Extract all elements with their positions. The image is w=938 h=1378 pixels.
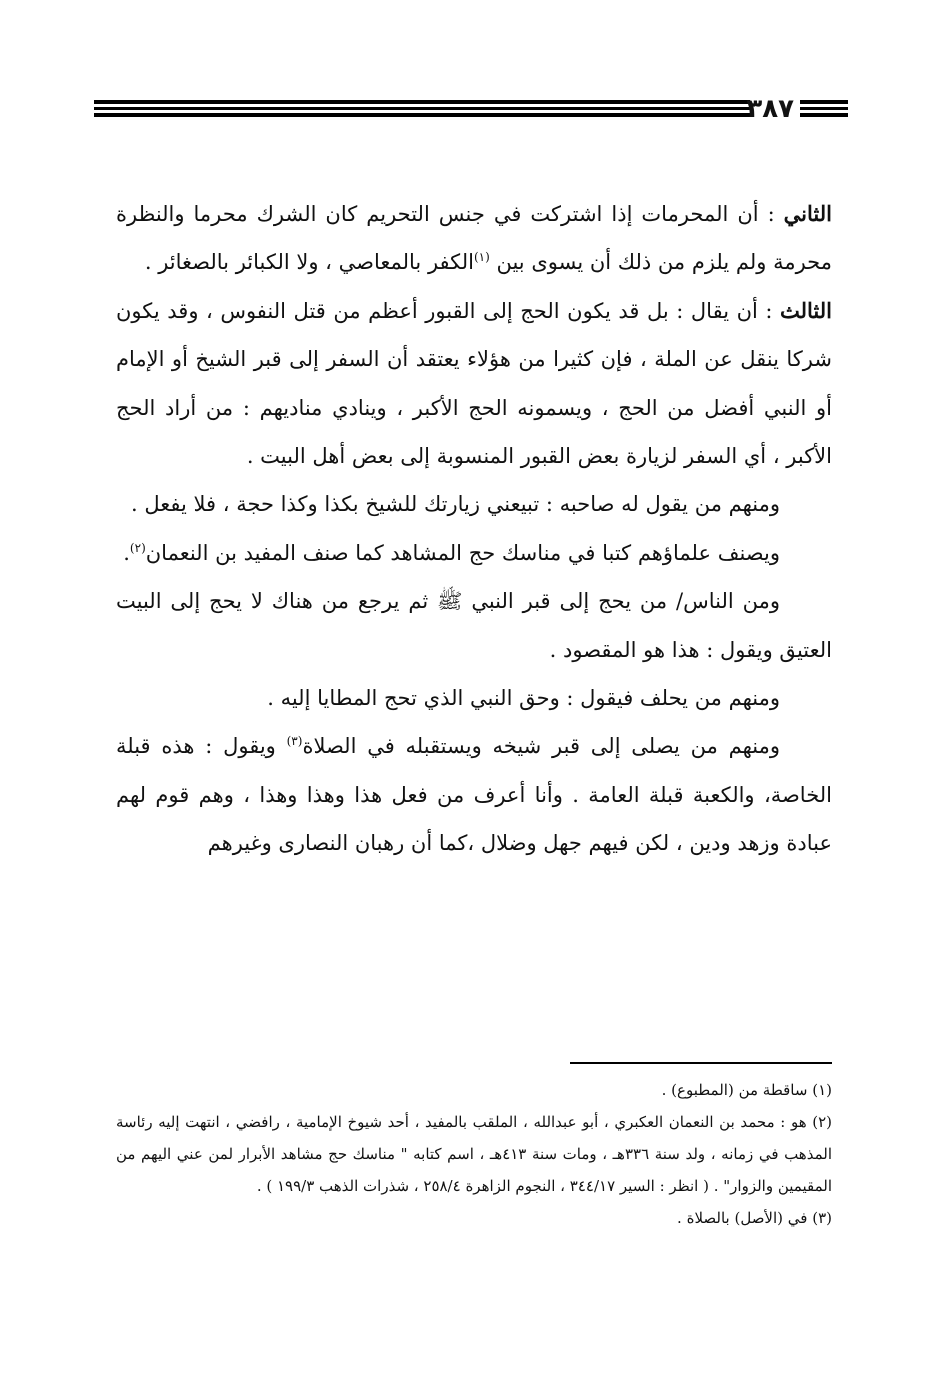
footnote-ref: (٢): [129, 540, 146, 555]
paragraph-text: ومنهم من يصلى إلى قبر شيخه ويستقبله في الصلاة: [302, 734, 780, 759]
footnote-separator: [570, 1062, 832, 1064]
footnote-ref: (٣): [286, 734, 303, 749]
paragraph-text: : أن يقال : بل قد يكون الحج إلى القبور أعظم من قتل النفوس ، وقد يكون شركا ينقل عن الملة ، فإن كثيرا من هؤلاء يعتقد أن السفر إلى قبر الشيخ أو الإمام أو النبي أفضل من الحج ، ويسمونه الحج الأكبر ، وينادي مناديهم : من أراد الحج الأكبر ، أي السفر لزيارة بعض القبور المنسوبة إلى بعض أهل البيت .: [116, 298, 832, 469]
paragraph-text: ومن الناس/ من يحج إلى قبر النبي ﷺ ثم يرجع من هناك لا يحج إلى البيت العتيق ويقول : هذا هو المقصود .: [116, 589, 832, 662]
paragraph: [116, 287, 832, 481]
paragraph-text-after: ويقول : هذه قبلة الخاصة، والكعبة قبلة العامة . وأنا أعرف من فعل هذا وهذا وهذا ، وهم قوم لهم عبادة وزهد ودين ، لكن فيهم جهل وضلال ،كما أن رهبان النصارى وغيرهم: [116, 734, 832, 856]
paragraph-text: ومنهم من يحلف فيقول : وحق النبي الذي تحج المطايا إليه .: [267, 686, 780, 711]
paragraph: [116, 577, 832, 674]
page-header: [94, 96, 848, 124]
footnote-ref: (١): [473, 250, 490, 265]
main-text: [116, 190, 832, 868]
paragraph-lead: الثاني: [783, 201, 832, 226]
paragraph-lead: الثالث: [780, 297, 832, 323]
paragraph-text: : أن المحرمات إذا اشتركت في جنس التحريم كان الشرك محرما والنظرة محرمة ولم يلزم من ذلك أن يسوى بين: [116, 202, 832, 275]
page-number: ٣٨٧: [746, 94, 794, 124]
paragraph-text-after: الكفر بالمعاصي ، ولا الكبائر بالصغائر .: [144, 250, 474, 275]
paragraph: [116, 190, 832, 287]
paragraph-text-after: .: [123, 540, 130, 565]
paragraph: [116, 480, 832, 528]
footnote: (١) ساقطة من (المطبوع) .: [661, 1081, 832, 1099]
paragraph-text: ومنهم من يقول له صاحبه : تبيعني زيارتك للشيخ بكذا وكذا حجة ، فلا يفعل .: [130, 492, 780, 517]
paragraph-text: ويصنف علماؤهم كتبا في مناسك حج المشاهد كما صنف المفيد بن النعمان: [145, 540, 780, 565]
paragraph: [116, 722, 832, 867]
footnote: (٢) هو : محمد بن النعمان العكبري ، أبو عبدالله ، الملقب بالمفيد ، أحد شيوخ الإمامية ، رافضي ، انتهت إليه رئاسة المذهب في زمانه ، ولد سنة ٣٣٦هـ ، ومات سنة ٤١٣هـ ، اسم كتابه " مناسك حج مشاهد الأبرار لمن عني اليهم من المقيمين والزوار" . ( انظر : السير ٣٤٤/١٧ ، النجوم الزاهرة ٢٥٨/٤ ، شذرات الذهب ١٩٩/٣ ) .: [116, 1113, 832, 1195]
header-rule-short: [800, 100, 848, 120]
footnote: (٣) في (الأصل) بالصلاة .: [677, 1209, 832, 1227]
paragraph: [116, 674, 832, 722]
header-rule-long: [94, 100, 750, 120]
paragraph: [116, 529, 832, 577]
footnotes: [116, 1074, 832, 1234]
